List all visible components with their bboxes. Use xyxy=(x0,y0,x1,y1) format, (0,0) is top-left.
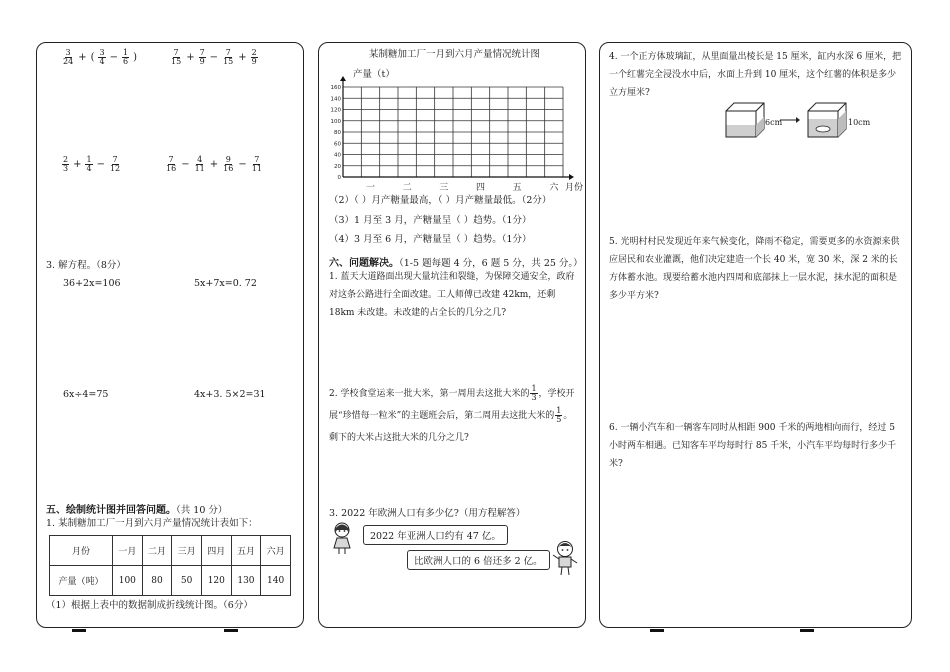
y-tick-label: 60 xyxy=(334,141,341,148)
x-tick-label: 二 xyxy=(402,183,412,193)
section-6-title: 六、问题解决。 xyxy=(329,258,399,269)
girl-illustration xyxy=(329,521,355,555)
x-axis-arrow-icon xyxy=(569,174,574,180)
arrow-head-icon xyxy=(796,117,800,123)
problem-2-part-b: ，学校开展“珍惜每一粒米”的主题班会后，第二周用去这批大米的 xyxy=(329,389,575,421)
y-tick-label: 160 xyxy=(330,85,341,91)
chart-ylabel: 产量（t） xyxy=(353,69,395,80)
equation-3: 6x÷4=75 xyxy=(63,389,109,400)
problem-5: 5. 光明村村民发现近年来气候变化，降雨不稳定，需要更多的水资源来供应居民和农业灌溉，他们决定建造一个长 40 米，宽 30 米，深 2 米的长方体蓄水池。现要给蓄水池内四周和底部抹上一层水泥，抹水泥的面积是多少平方米? xyxy=(609,237,900,301)
y-tick-label: 20 xyxy=(334,163,341,170)
table-cell: 二月 xyxy=(142,536,172,566)
crop-mark xyxy=(224,629,238,632)
crop-mark xyxy=(650,629,664,632)
q1-subquestion: （1）根据上表中的数据制成折线统计图。（6分） xyxy=(46,600,253,611)
speech-bubble-europe: 比欧洲人口的 6 倍还多 2 亿。 xyxy=(407,550,550,570)
right-panel xyxy=(599,42,912,628)
sub-question-2: （2）（ ）月产糖量最高，（ ）月产糖量最低。（2分） xyxy=(329,195,552,206)
x-tick-label: 五 xyxy=(512,183,522,193)
y-tick-label: 100 xyxy=(330,118,341,125)
table-cell: 130 xyxy=(231,566,261,596)
table-cell: 120 xyxy=(201,566,231,596)
equation-2: 5x+7x=0. 72 xyxy=(194,278,257,289)
label-10cm: 10cm xyxy=(848,118,871,127)
expression-3: $\frac{2}{3}$ + $\frac{1}{4}$ − $\frac{7}{12}$ xyxy=(63,155,121,173)
problem-4: 4. 一个正方体玻璃缸，从里面量出棱长是 15 厘米，缸内水深 6 厘米，把一个红薯完全浸没水中后，水面上升到 10 厘米，这个红薯的体积是多少立方厘米? xyxy=(609,52,902,98)
table-cell: 六月 xyxy=(261,536,291,566)
fraction-one-third: $\frac{1}{3}$ xyxy=(531,384,537,402)
section-6-score: （1-5 题每题 4 分，6 题 5 分，共 25 分。） xyxy=(399,258,583,269)
y-tick-label: 40 xyxy=(334,152,341,159)
table-row xyxy=(50,536,291,566)
sub-question-4: （4）3 月至 6 月，产糖量呈（ ）趋势。（1分） xyxy=(329,234,532,245)
y-tick-label: 140 xyxy=(330,96,341,103)
chart-title: 某制糖加工厂一月到六月产量情况统计图 xyxy=(369,49,541,60)
table-cell: 四月 xyxy=(201,536,231,566)
table-cell: 140 xyxy=(261,566,291,596)
problem-2 xyxy=(329,383,579,449)
y-tick-label: 80 xyxy=(334,130,341,136)
equations-title: 3. 解方程。（8分） xyxy=(46,260,126,271)
section-5-title: 五、绘制统计图并回答问题。 xyxy=(46,505,176,516)
sub-question-3: （3）1 月至 3 月，产糖量呈（ ）趋势。（1分） xyxy=(329,215,532,226)
problem-2-part-a: 2. 学校食堂运来一批大米，第一周用去这批大米的 xyxy=(329,389,530,399)
fraction-one-fifth: $\frac{1}{5}$ xyxy=(556,406,562,424)
equation-4: 4x+3. 5×2=31 xyxy=(194,389,266,400)
left-panel xyxy=(36,42,304,628)
x-tick-label: 三 xyxy=(439,183,449,193)
table-cell: 三月 xyxy=(172,536,202,566)
boy-illustration xyxy=(551,540,579,576)
label-6cm: 6cm xyxy=(765,118,783,127)
table-cell: 一月 xyxy=(113,536,143,566)
problem-2-part-c: 。剩下的大米占这批大米的几分之几? xyxy=(329,411,573,443)
x-tick-label: 一 xyxy=(365,183,376,193)
expression-4: $\frac{7}{16}$ − $\frac{4}{11}$ + $\frac{9}{16}$ − $\frac{7}{11}$ xyxy=(166,155,262,173)
x-tick-label: 四 xyxy=(475,183,486,193)
table-cell: 100 xyxy=(113,566,143,596)
problem-3: 3. 2022 年欧洲人口有多少亿?（用方程解答） xyxy=(329,508,526,519)
x-tick-label: 六 xyxy=(549,183,559,193)
equation-1: 36+2x=106 xyxy=(63,278,121,289)
crop-mark xyxy=(800,629,814,632)
y-axis-arrow-icon xyxy=(340,76,346,81)
crop-mark xyxy=(72,629,86,632)
speech-bubble-asia: 2022 年亚洲人口约有 47 亿。 xyxy=(363,525,508,545)
production-table xyxy=(49,535,291,596)
tank-after xyxy=(808,103,846,137)
section-5-score: （共 10 分） xyxy=(176,505,228,516)
section-5-heading xyxy=(46,498,227,517)
expression-2: $\frac{7}{15}$ + $\frac{7}{9}$ − $\frac{7}{15}$ + $\frac{2}{9}$ xyxy=(171,48,257,66)
table-cell: 五月 xyxy=(231,536,261,566)
table-cell: 80 xyxy=(142,566,172,596)
table-header-label: 月份 xyxy=(50,536,113,566)
y-tick-label: 0 xyxy=(337,175,341,181)
table-row-label: 产量（吨） xyxy=(50,566,113,596)
table-cell: 50 xyxy=(172,566,202,596)
q1-text: 1. 某制糖加工厂一月到六月产量情况统计表如下： xyxy=(46,518,258,529)
middle-panel xyxy=(318,42,586,628)
expression-1: $\frac{3}{24}$ + ( $\frac{3}{4}$ − $\frac{1}{6}$ ) xyxy=(63,48,137,66)
table-row xyxy=(50,566,291,596)
line-chart xyxy=(319,73,585,233)
problem-1: 1. 蓝天大道路面出现大量坑洼和裂缝，为保障交通安全，政府对这条公路进行全面改建。工人师傅已改建 42km，还剩 18km 未改建。未改建的占全长的几分之几? xyxy=(329,272,575,318)
problem-6: 6. 一辆小汽车和一辆客车同时从相距 900 千米的两地相向而行，经过 5 小时两车相遇。已知客车平均每时行 85 千米，小汽车平均每时行多少千米? xyxy=(609,423,897,469)
x-axis-label: 月份 xyxy=(565,183,584,193)
tank-before xyxy=(726,103,764,137)
y-tick-label: 120 xyxy=(330,107,341,114)
